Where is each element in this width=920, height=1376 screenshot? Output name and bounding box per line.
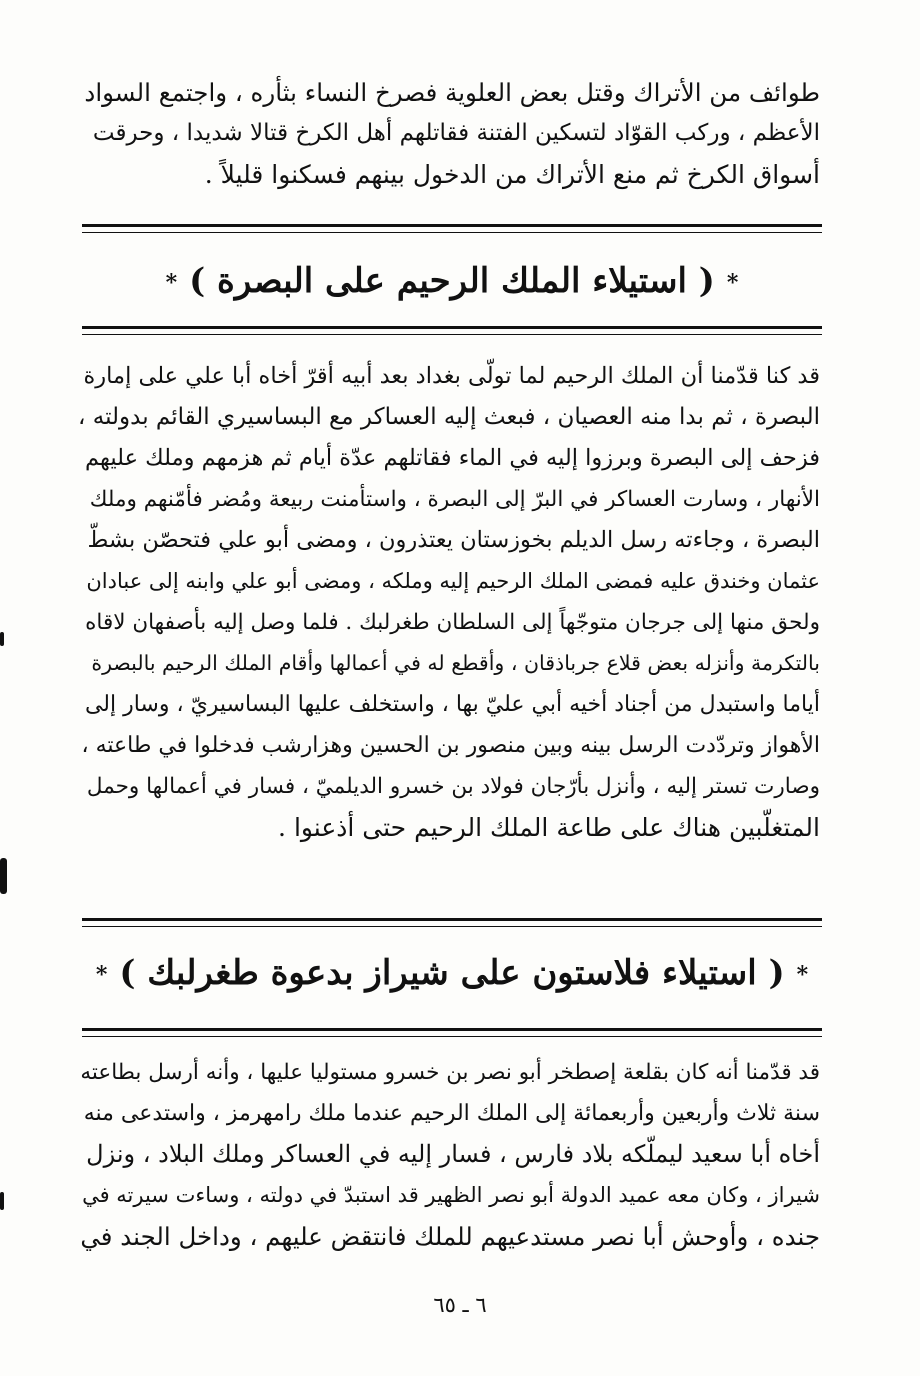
page-number: ٦ ـ ٦٥ xyxy=(433,1293,487,1317)
text-line: أسواق الكرخ ثم منع الأتراك من الدخول بينهم فسكنوا قليلاً . xyxy=(204,160,820,189)
text-line: طوائف من الأتراك وقتل بعض العلوية فصرخ النساء بثأره ، واجتمع السواد xyxy=(84,78,820,107)
top-paragraph xyxy=(78,72,820,195)
text-line: الأهواز وتردّدت الرسل بينه وبين منصور بن الحسين وهزارشب فدخلوا في طاعته ، xyxy=(81,733,820,758)
text-line: قد قدّمنا أنه كان بقلعة إصطخر أبو نصر بن خسرو مستوليا عليها ، وأنه أرسل بطاعته xyxy=(80,1060,820,1085)
scan-edge-mark xyxy=(0,858,7,894)
text-line: أخاه أبا سعيد ليملّكه بلاد فارس ، فسار إليه في العساكر وملك البلاد ، ونزل xyxy=(86,1140,820,1168)
star-ornament: * xyxy=(95,962,108,988)
text-line: جنده ، وأوحش أبا نصر مستدعيهم للملك فانتقض عليهم ، وداخل الجند في xyxy=(80,1222,820,1251)
scan-edge-mark xyxy=(0,1192,4,1210)
text-line: سنة ثلاث وأربعين وأربعمائة إلى الملك الرحيم عندما ملك رامهرمز ، واستدعى منه xyxy=(83,1101,820,1126)
section-paragraph xyxy=(78,1052,820,1257)
text-line: بالتكرمة وأنزله بعض قلاع جرباذقان ، وأقطع له في أعمالها وأقام الملك الرحيم بالبصرة xyxy=(91,651,820,675)
text-line: البصرة ، ثم بدا منه العصيان ، فبعث إليه العساكر مع البساسيري القائم بدولته ، xyxy=(78,404,820,430)
star-ornament: * xyxy=(165,270,178,296)
text-line: قد كنا قدّمنا أن الملك الرحيم لما تولّى بغداد بعد أبيه أقرّ أخاه أبا علي على إمارة xyxy=(83,363,820,389)
text-line: أياما واستبدل من أجناد أخيه أبي عليّ بها ، واستخلف عليها البساسيريّ ، وسار إلى xyxy=(84,692,820,717)
section-divider xyxy=(82,918,822,930)
section-heading xyxy=(82,258,822,306)
scan-edge-mark xyxy=(0,632,4,646)
text-line: عثمان وخندق عليه فمضى الملك الرحيم إليه وملكه ، ومضى أبو علي وابنه إلى عبادان xyxy=(86,569,820,593)
star-ornament: * xyxy=(796,962,809,988)
text-line: المتغلّبين هناك على طاعة الملك الرحيم حتى أذعنوا . xyxy=(278,813,820,842)
section-divider xyxy=(82,326,822,338)
heading-text: ( استيلاء فلاستون على شيراز بدعوة طغرلبك ) xyxy=(119,953,785,993)
section-divider xyxy=(82,224,822,236)
section-divider xyxy=(82,1028,822,1040)
section-paragraph xyxy=(78,356,820,848)
text-line: ولحق منها إلى جرجان متوجّهاً إلى السلطان طغرلبك . فلما وصل إليه بأصفهان لاقاه xyxy=(85,610,820,635)
text-line: الأعظم ، وركب القوّاد لتسكين الفتنة فقاتلهم أهل الكرخ قتالا شديدا ، وحرقت xyxy=(92,120,820,146)
text-line: البصرة ، وجاءته رسل الديلم بخوزستان يعتذرون ، ومضى أبو علي فتحصّن بشطّ xyxy=(87,527,820,553)
text-line: الأنهار ، وسارت العساكر في البرّ إلى البصرة ، واستأمنت ربيعة ومُضر فأمّنهم وملك xyxy=(89,487,820,512)
section-heading xyxy=(82,950,822,998)
text-line: فزحف إلى البصرة وبرزوا إليه في الماء فقاتلهم عدّة أيام ثم هزمهم وملك عليهم xyxy=(85,445,820,471)
heading-text: ( استيلاء الملك الرحيم على البصرة ) xyxy=(189,261,715,301)
star-ornament: * xyxy=(726,270,739,296)
text-line: شيراز ، وكان معه عميد الدولة أبو نصر الظهير قد استبدّ في دولته ، وساءت سيرته في xyxy=(82,1183,820,1207)
text-line: وصارت تستر إليه ، وأنزل بأرّجان فولاد بن خسرو الديلميّ ، فسار في أعمالها وحمل xyxy=(86,774,820,799)
